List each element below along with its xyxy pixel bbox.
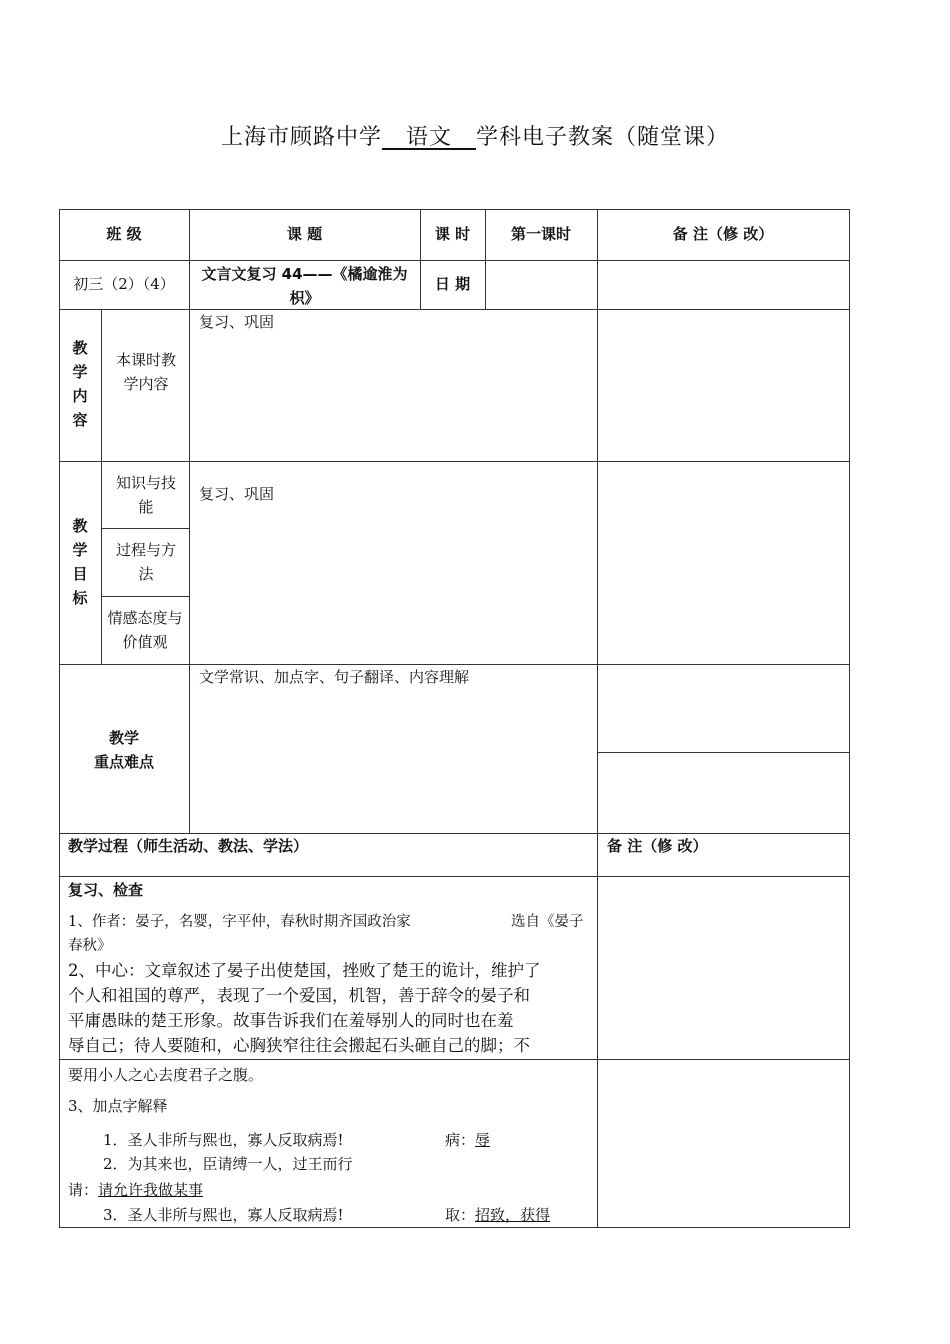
theme-line-3: 平庸愚昧的楚王形象。故事告诉我们在羞辱别人的同时也在羞 xyxy=(68,1011,514,1030)
content-section-label: 教学内容 xyxy=(72,339,88,429)
goals-sub-knowledge: 知识与技能 xyxy=(116,474,177,516)
q3-word-label: 取： xyxy=(445,1206,476,1224)
q3-word xyxy=(445,1203,550,1227)
topic-value: 文言文复习 44——《橘逾淮为枳》 xyxy=(201,265,408,307)
theme-line-1: 2、中心：文章叙述了晏子出使楚国，挫败了楚王的诡计，维护了 xyxy=(68,961,541,980)
source-line: 选自《晏子 xyxy=(511,914,584,930)
title-suffix: 学科电子教案（随堂课） xyxy=(475,125,729,150)
content-sub-label: 本课时教学内容 xyxy=(116,351,177,393)
q3-sentence: 3．圣人非所与熙也，寡人反取病焉! xyxy=(103,1206,344,1224)
q1-sentence: 1．圣人非所与熙也，寡人反取病焉! xyxy=(103,1131,344,1149)
q2-word xyxy=(68,1178,203,1202)
q3-answer: 招致，获得 xyxy=(475,1206,551,1224)
keypoints-label-line1: 教学 xyxy=(108,729,139,747)
title-prefix: 上海市顾路中学 xyxy=(220,125,382,150)
class-label: 班 级 xyxy=(106,225,142,243)
q2-word-label: 请： xyxy=(68,1181,99,1199)
q2-answer: 请允许我做某事 xyxy=(98,1181,204,1199)
process-label: 教学过程（师生活动、教法、学法） xyxy=(68,837,309,855)
q1-word-label: 病： xyxy=(445,1131,476,1149)
remark-label: 备 注（修 改） xyxy=(672,225,774,243)
topic-label: 课 题 xyxy=(286,225,323,243)
source-line-cont: 春秋》 xyxy=(68,938,112,954)
process-heading: 复习、检查 xyxy=(68,881,144,899)
theme-line-5: 要用小人之心去度君子之腹。 xyxy=(68,1066,264,1084)
process-remark-label: 备 注（修 改） xyxy=(607,837,708,855)
goals-sub-process: 过程与方法 xyxy=(116,541,177,583)
theme-line-2: 个人和祖国的尊严，表现了一个爱国，机智，善于辞令的晏子和 xyxy=(68,986,530,1005)
words-heading: 3、加点字解释 xyxy=(68,1097,168,1115)
q1-answer: 辱 xyxy=(475,1131,491,1149)
goals-text: 复习、巩固 xyxy=(199,485,275,503)
goals-sub-emotion: 情感态度与价值观 xyxy=(107,609,183,651)
goals-section-label: 教学目标 xyxy=(72,517,88,607)
date-label: 日 期 xyxy=(434,275,471,293)
class-value: 初三（2）（4） xyxy=(73,275,175,293)
content-text: 复习、巩固 xyxy=(199,313,275,331)
theme-line-4: 辱自己；待人要随和，心胸狭窄往往会搬起石头砸自己的脚；不 xyxy=(68,1036,530,1055)
q2-sentence: 2．为其来也，臣请缚一人，过王而行 xyxy=(103,1155,353,1173)
page-title xyxy=(0,120,950,151)
period-value: 第一课时 xyxy=(510,225,571,243)
subject-name: 语文 xyxy=(405,125,452,150)
keypoints-label-line2: 重点难点 xyxy=(93,753,154,771)
keypoints-text: 文学常识、加点字、句子翻译、内容理解 xyxy=(199,668,470,686)
author-line: 1、作者：晏子，名婴，字平仲，春秋时期齐国政治家 xyxy=(68,914,411,930)
subject-underlined xyxy=(382,125,476,150)
period-label: 课 时 xyxy=(434,225,471,243)
q1-word xyxy=(445,1128,490,1152)
